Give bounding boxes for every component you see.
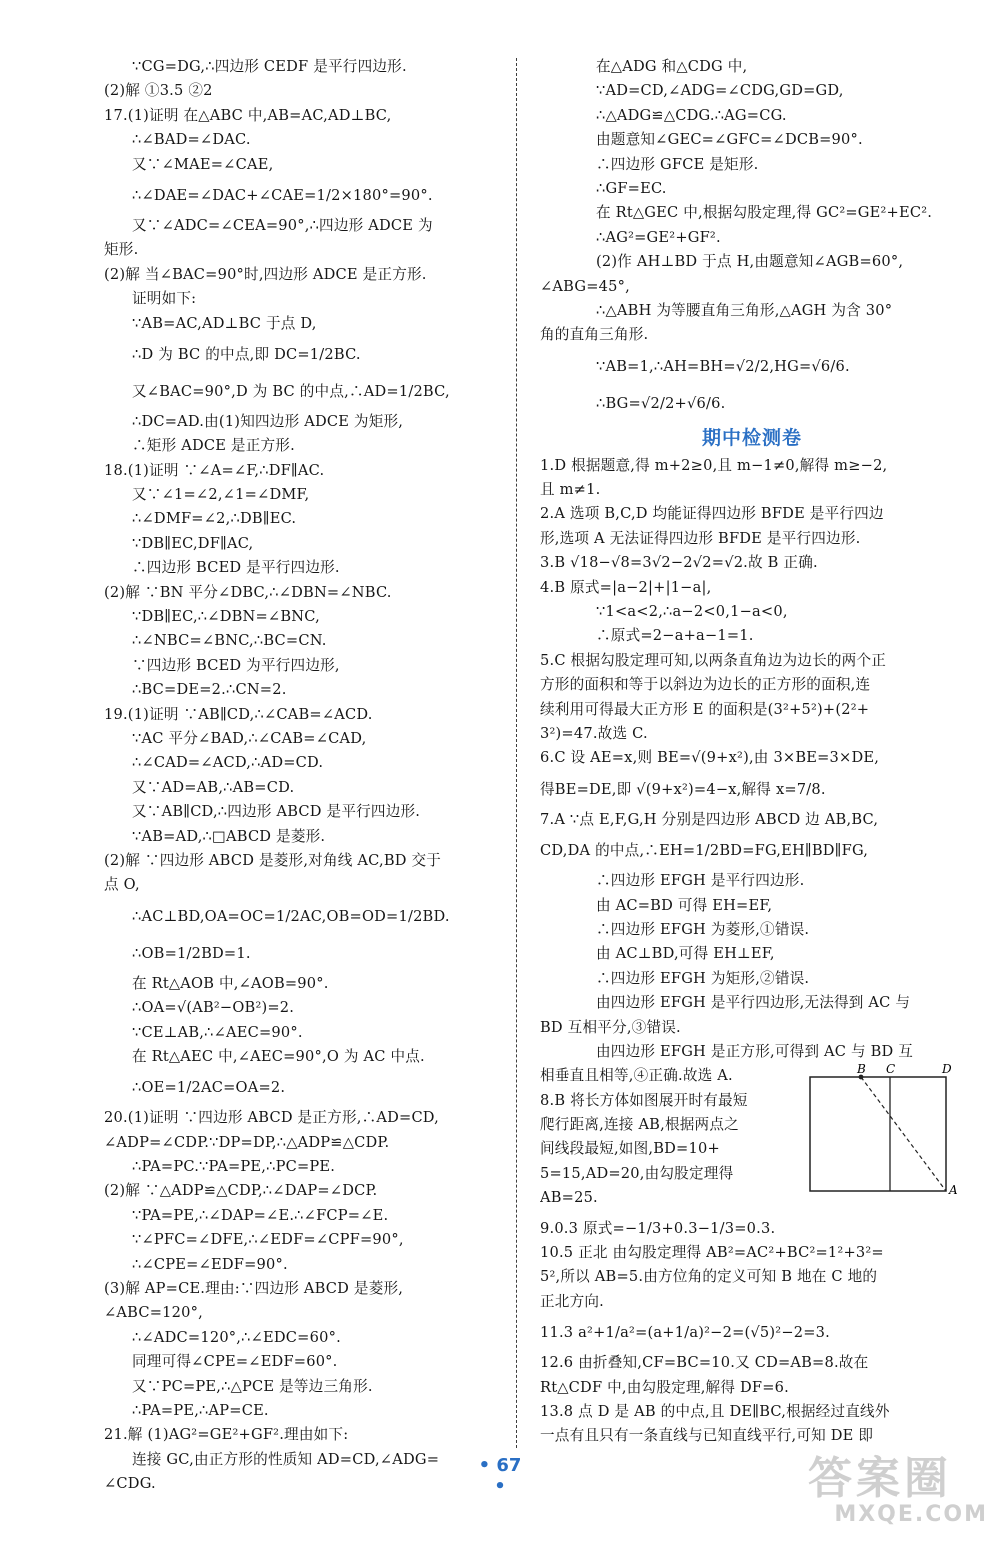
text-line: ∴原式=2−a+a−1=1.	[596, 627, 754, 645]
watermark-logo: 答案圈	[808, 1453, 952, 1504]
question-21: 21.解 (1)AG²=GE²+GF².理由如下:	[104, 1426, 349, 1444]
watermark-url: MXQE.COM	[834, 1502, 988, 1527]
text-line: ∴PA=PE,∴AP=CE.	[132, 1401, 269, 1419]
text-line: 角的直角三角形.	[540, 326, 649, 344]
question-9: 9.0.3 原式=−1/3+0.3−1/3=0.3.	[540, 1219, 776, 1237]
question-10: 10.5 正北 由勾股定理得 AB²=AC²+BC²=1²+3²=	[540, 1244, 884, 1262]
text-line: 又∵∠MAE=∠CAE,	[132, 155, 274, 173]
column-divider	[516, 58, 517, 1448]
unfolded-box-figure	[808, 1063, 968, 1199]
text-line: ∵∠PFC=∠DFE,∴∠EDF=∠CPF=90°,	[132, 1231, 404, 1249]
question-5: 5.C 根据勾股定理可知,以两条直角边为边长的两个正	[540, 651, 887, 669]
figure-label-c: C	[886, 1063, 896, 1076]
question-19: 19.(1)证明 ∵AB∥CD,∴∠CAB=∠ACD.	[104, 705, 373, 723]
text-line: ∵PA=PE,∴∠DAP=∠E.∴∠FCP=∠E.	[132, 1206, 389, 1224]
text-line: (2)解 ∵△ADP≌△CDP,∴∠DAP=∠DCP.	[104, 1182, 378, 1200]
text-line: 又∠BAC=90°,D 为 BC 的中点,∴AD=1/2BC,	[132, 382, 450, 400]
text-line: ∴PA=PC.∵PA=PE,∴PC=PE.	[132, 1158, 336, 1176]
text-line: 爬行距离,连接 AB,根据两点之	[540, 1116, 739, 1134]
text-line: 间线段最短,如图,BD=10+	[540, 1140, 720, 1158]
text-line: (3)解 AP=CE.理由:∵四边形 ABCD 是菱形,	[104, 1280, 404, 1298]
text-line: ∴∠BAD=∠DAC.	[132, 131, 251, 149]
text-line: ∴∠CPE=∠EDF=90°.	[132, 1255, 288, 1273]
text-line: 由 AC=BD 可得 EH=EF,	[596, 896, 773, 914]
text-line: 3²)=47.故选 C.	[540, 724, 648, 742]
text-line: ∴DC=AD.由(1)知四边形 ADCE 为矩形,	[132, 412, 404, 430]
text-line: CD,DA 的中点,∴EH=1/2BD=FG,EH∥BD∥FG,	[540, 842, 869, 860]
text-line: 又∵AD=AB,∴AB=CD.	[132, 778, 295, 796]
text-line: ∵CE⊥AB,∴∠AEC=90°.	[132, 1023, 303, 1041]
text-line: ∴∠ADC=120°,∴∠EDC=60°.	[132, 1328, 341, 1346]
text-line: ∴四边形 EFGH 是平行四边形.	[596, 872, 805, 890]
text-line: ∵AD=CD,∠ADG=∠CDG,GD=GD,	[596, 82, 844, 100]
question-1: 1.D 根据题意,得 m+2≥0,且 m−1≠0,解得 m≥−2,	[540, 456, 888, 474]
text-line: ∴四边形 EFGH 为矩形,②错误.	[596, 969, 810, 987]
text-line: 由题意知∠GEC=∠GFC=∠DCB=90°.	[596, 131, 863, 149]
right-column	[540, 55, 964, 1449]
text-line: ∵四边形 BCED 为平行四边形,	[132, 656, 340, 674]
text-line: 在△ADG 和△CDG 中,	[596, 58, 748, 75]
text-line: 由四边形 EFGH 是平行四边形,无法得到 AC 与	[596, 994, 911, 1012]
left-column	[104, 55, 506, 1497]
question-12: 12.6 由折叠知,CF=BC=10.又 CD=AB=8.故在	[540, 1354, 869, 1372]
text-line: ∴△ADG≌△CDG.∴AG=CG.	[596, 106, 787, 124]
text-line: 点 O,	[104, 876, 140, 894]
text-line: 正北方向.	[540, 1292, 605, 1310]
text-line: 证明如下:	[132, 290, 197, 308]
text-line: ∵AB=1,∴AH=BH=√2/2,HG=√6/6.	[596, 357, 850, 375]
question-17: 17.(1)证明 在△ABC 中,AB=AC,AD⊥BC,	[104, 106, 392, 124]
text-line: ∴AC⊥BD,OA=OC=1/2AC,OB=OD=1/2BD.	[132, 907, 450, 925]
text-line: ∴BC=DE=2.∴CN=2.	[132, 681, 287, 699]
figure-shortest-path	[861, 1077, 946, 1191]
question-11: 11.3 a²+1/a²=(a+1/a)²−2=(√5)²−2=3.	[540, 1324, 830, 1342]
text-line: ∴四边形 GFCE 是矩形.	[596, 155, 759, 173]
text-line: ∠ABC=120°,	[104, 1304, 203, 1322]
text-line: (2)解 ∵BN 平分∠DBC,∴∠DBN=∠NBC.	[104, 583, 392, 601]
text-line: 连接 GC,由正方形的性质知 AD=CD,∠ADG=	[132, 1450, 440, 1468]
text-line: 矩形.	[104, 241, 139, 259]
question-13: 13.8 点 D 是 AB 的中点,且 DE∥BC,根据经过直线外	[540, 1402, 890, 1420]
text-line: ∵CG=DG,∴四边形 CEDF 是平行四边形.	[132, 58, 407, 75]
question-3: 3.B √18−√8=3√2−2√2=√2.故 B 正确.	[540, 554, 818, 572]
text-line: (2)解 ∵四边形 ABCD 是菱形,对角线 AC,BD 交于	[104, 851, 442, 869]
text-line: 5=15,AD=20,由勾股定理得	[540, 1164, 734, 1182]
text-line: ∴OB=1/2BD=1.	[132, 944, 251, 962]
text-line: 又∵∠ADC=∠CEA=90°,∴四边形 ADCE 为	[132, 216, 433, 234]
text-line: 得BE=DE,即 √(9+x²)=4−x,解得 x=7/8.	[540, 780, 826, 798]
text-line: 相垂直且相等,④正确.故选 A.	[540, 1067, 733, 1085]
text-line: BD 互相平分,③错误.	[540, 1018, 681, 1036]
figure-label-a: A	[949, 1183, 958, 1197]
question-20: 20.(1)证明 ∵四边形 ABCD 是正方形,∴AD=CD,	[104, 1109, 440, 1127]
text-line: (2)解 ①3.5 ②2	[104, 82, 213, 100]
text-line: ∴∠CAD=∠ACD,∴AD=CD.	[132, 754, 324, 772]
text-line: 形,选项 A 无法证得四边形 BFDE 是平行四边形.	[540, 529, 861, 547]
text-line: 由 AC⊥BD,可得 EH⊥EF,	[596, 945, 775, 963]
text-line: (2)作 AH⊥BD 于点 H,由题意知∠AGB=60°,	[596, 253, 904, 271]
figure-rectangle	[810, 1077, 946, 1191]
text-line: ∴OE=1/2AC=OA=2.	[132, 1079, 286, 1097]
text-line: ∴∠NBC=∠BNC,∴BC=CN.	[132, 632, 327, 650]
text-line: 且 m≠1.	[540, 481, 601, 499]
text-line: ∴∠DMF=∠2,∴DB∥EC.	[132, 510, 297, 528]
page-number: • 67 •	[478, 1455, 522, 1497]
text-line: 又∵AB∥CD,∴四边形 ABCD 是平行四边形.	[132, 803, 421, 821]
watermark	[808, 1453, 988, 1538]
text-line: 同理可得∠CPE=∠EDF=60°.	[132, 1353, 338, 1371]
text-line: 5²,所以 AB=5.由方位角的定义可知 B 地在 C 地的	[540, 1268, 878, 1286]
figure-label-d: D	[942, 1063, 952, 1076]
text-line: ∠ABG=45°,	[540, 277, 630, 295]
section-title: 期中检测卷	[701, 426, 802, 449]
text-line: ∵AC 平分∠BAD,∴∠CAB=∠CAD,	[132, 729, 367, 747]
text-line: ∴D 为 BC 的中点,即 DC=1/2BC.	[132, 345, 361, 363]
text-line: 方形的面积和等于以斜边为边长的正方形的面积,连	[540, 676, 871, 694]
text-line: Rt△CDF 中,由勾股定理,解得 DF=6.	[540, 1378, 789, 1396]
text-line: ∵AB=AD,∴□ABCD 是菱形.	[132, 827, 326, 845]
text-line: 又∵∠1=∠2,∠1=∠DMF,	[132, 486, 310, 504]
text-line: ∠ADP=∠CDP.∵DP=DP,∴△ADP≌△CDP.	[104, 1133, 390, 1151]
text-line: 由四边形 EFGH 是正方形,可得到 AC 与 BD 互	[596, 1042, 914, 1060]
question-2: 2.A 选项 B,C,D 均能证得四边形 BFDE 是平行四边	[540, 505, 884, 523]
text-line: 续利用可得最大正方形 E 的面积是(3²+5²)+(2²+	[540, 700, 870, 718]
text-line: 在 Rt△AEC 中,∠AEC=90°,O 为 AC 中点.	[132, 1047, 425, 1065]
text-line: ∴AG²=GE²+GF².	[596, 228, 721, 246]
figure-label-b: B	[857, 1063, 866, 1076]
text-line: ∠CDG.	[104, 1475, 156, 1493]
text-line: ∴OA=√(AB²−OB²)=2.	[132, 999, 295, 1017]
text-line: ∴GF=EC.	[596, 179, 667, 197]
text-line: ∵DB∥EC,DF∥AC,	[132, 534, 254, 552]
text-line: 一点有且只有一条直线与已知直线平行,可知 DE 即	[540, 1427, 874, 1445]
text-line: 8.B 将长方体如图展开时有最短	[540, 1091, 748, 1109]
text-line: 在 Rt△AOB 中,∠AOB=90°.	[132, 974, 329, 992]
text-line: ∴BG=√2/2+√6/6.	[596, 394, 726, 412]
question-6: 6.C 设 AE=x,则 BE=√(9+x²),由 3×BE=3×DE,	[540, 749, 880, 767]
text-line: AB=25.	[540, 1189, 598, 1207]
text-line: ∴△ABH 为等腰直角三角形,△AGH 为含 30°	[596, 301, 893, 319]
question-4: 4.B 原式=|a−2|+|1−a|,	[540, 578, 712, 596]
text-line: 在 Rt△GEC 中,根据勾股定理,得 GC²=GE²+EC².	[596, 204, 933, 222]
text-line: (2)解 当∠BAC=90°时,四边形 ADCE 是正方形.	[104, 265, 427, 283]
question-7: 7.A ∵点 E,F,G,H 分别是四边形 ABCD 边 AB,BC,	[540, 810, 879, 828]
question-18: 18.(1)证明 ∵∠A=∠F,∴DF∥AC.	[104, 461, 325, 479]
text-line: ∵DB∥EC,∴∠DBN=∠BNC,	[132, 608, 320, 626]
text-line: ∵1<a<2,∴a−2<0,1−a<0,	[596, 603, 788, 621]
text-line: ∴四边形 BCED 是平行四边形.	[132, 559, 340, 577]
text-line: ∴矩形 ADCE 是正方形.	[132, 437, 295, 455]
text-line: ∴四边形 EFGH 为菱形,①错误.	[596, 920, 810, 938]
text-line: ∵AB=AC,AD⊥BC 于点 D,	[132, 314, 317, 332]
text-line: 又∵PC=PE,∴△PCE 是等边三角形.	[132, 1377, 373, 1395]
text-line: ∴∠DAE=∠DAC+∠CAE=1/2×180°=90°.	[132, 186, 433, 204]
